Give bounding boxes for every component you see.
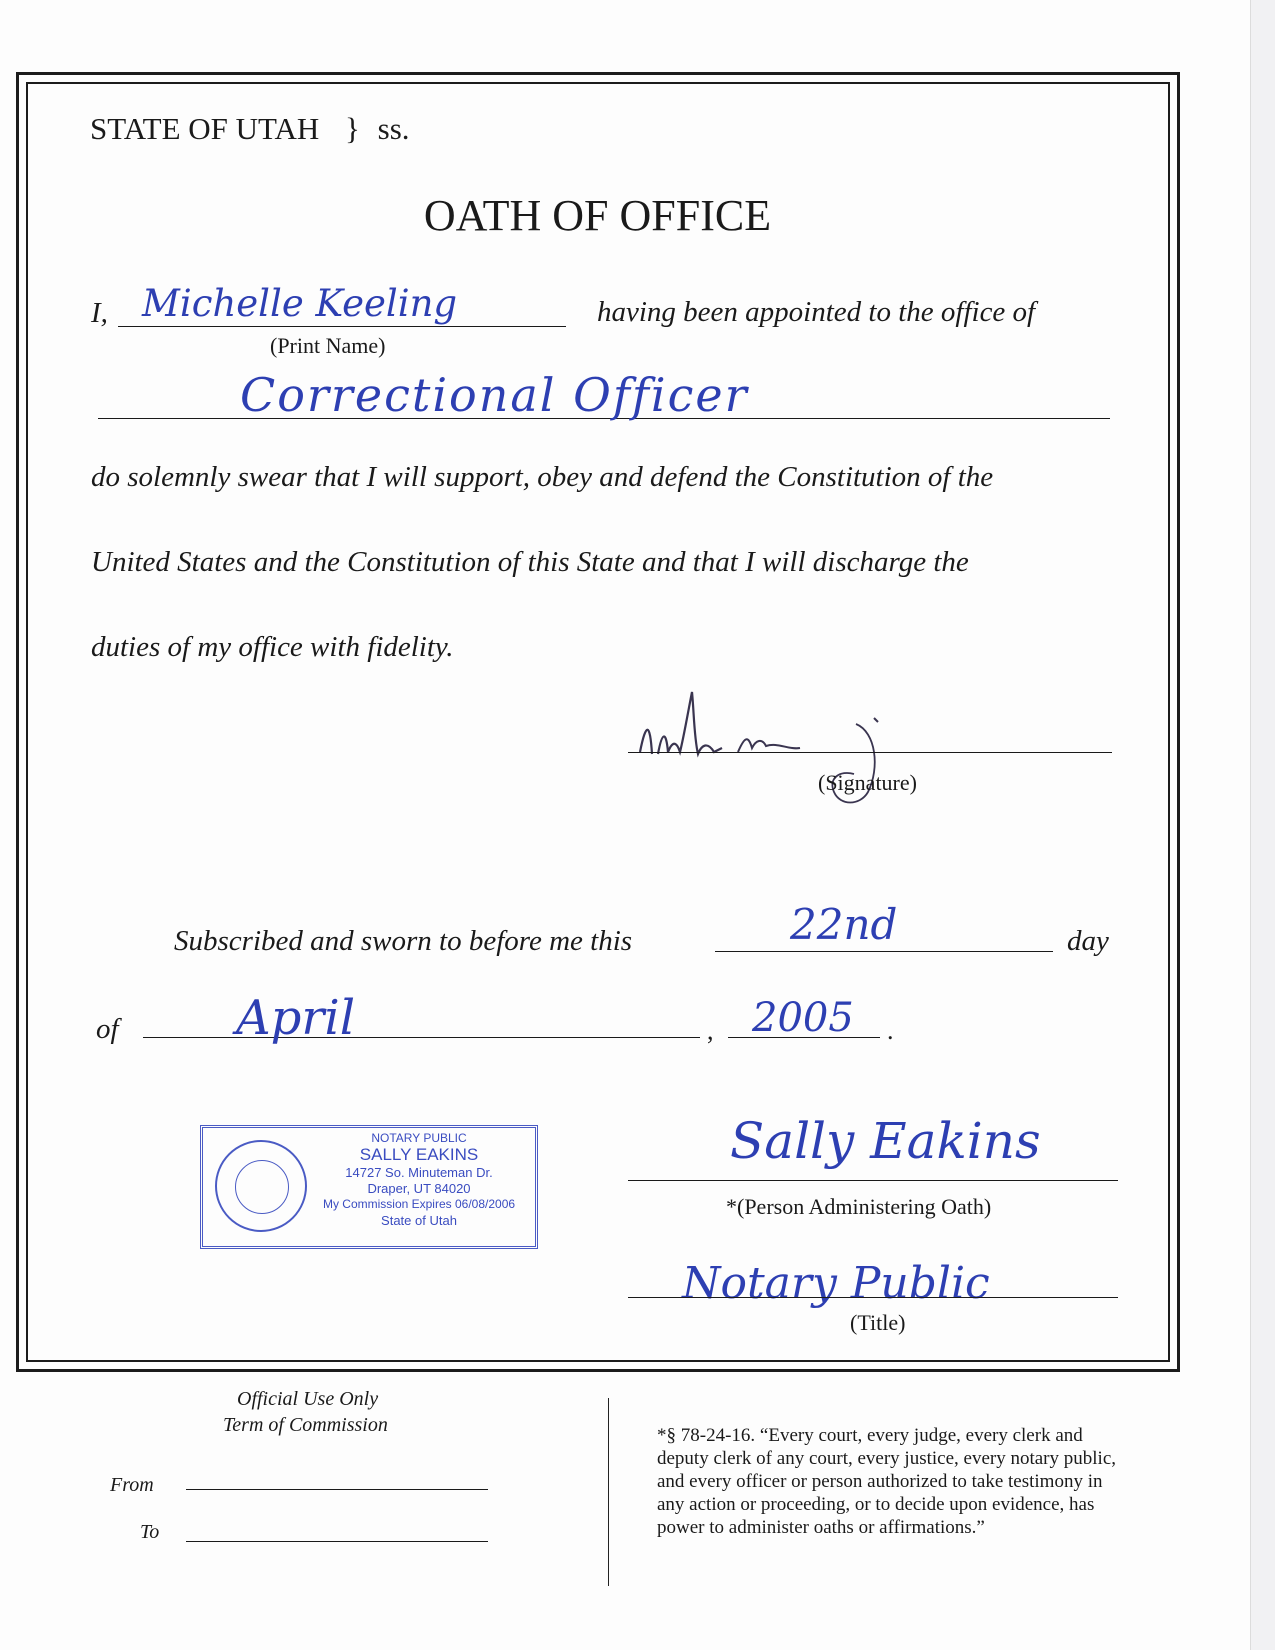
day-value: 22nd <box>790 900 898 949</box>
oath-body-line-3: duties of my office with fidelity. <box>91 631 454 663</box>
stamp-state: State of Utah <box>381 1213 457 1228</box>
day-label: day <box>1067 925 1109 957</box>
year-value: 2005 <box>752 995 854 1041</box>
office-value: Correctional Officer <box>240 368 749 422</box>
stamp-name: SALLY EAKINS <box>359 1145 479 1164</box>
of-label: of <box>96 1013 119 1045</box>
administering-caption: *(Person Administering Oath) <box>726 1194 992 1219</box>
official-use-heading: Official Use Only <box>237 1388 379 1410</box>
footnote-line-1: *§ 78-24-16. “Every court, every judge, every clerk and <box>657 1425 1083 1446</box>
state-header <box>90 111 410 147</box>
from-label: From <box>110 1474 154 1496</box>
print-name-caption: (Print Name) <box>270 333 386 358</box>
state-label: STATE OF UTAH <box>90 111 320 146</box>
title-caption: (Title) <box>850 1310 906 1335</box>
stamp-heading: NOTARY PUBLIC <box>371 1131 467 1145</box>
i-label: I, <box>91 297 108 329</box>
month-value: April <box>236 990 356 1046</box>
comma: , <box>707 1016 714 1045</box>
footnote-line-3: and every officer or person authorized to take testimony in <box>657 1471 1103 1492</box>
stamp-commission: My Commission Expires 06/08/2006 <box>322 1197 516 1211</box>
signature-line <box>628 752 1112 753</box>
statute-footnote <box>657 1424 1187 1539</box>
title-line <box>628 1297 1118 1298</box>
to-line <box>186 1541 488 1542</box>
month-line <box>143 1037 700 1038</box>
stamp-address-1: 14727 So. Minuteman Dr. <box>345 1165 493 1180</box>
name-value: Michelle Keeling <box>142 282 458 325</box>
oath-body-line-2: United States and the Constitution of this State and that I will discharge the <box>91 546 969 578</box>
notary-signature: Sally Eakins <box>730 1112 1041 1170</box>
state-seal-icon <box>215 1140 307 1232</box>
from-line <box>186 1489 488 1490</box>
ss-label: ss. <box>377 111 410 146</box>
appointed-text: having been appointed to the office of <box>597 296 1036 328</box>
name-line <box>118 326 566 327</box>
period: . <box>887 1016 894 1045</box>
term-of-commission-heading: Term of Commission <box>223 1414 388 1436</box>
day-line <box>715 951 1053 952</box>
oath-body-line-1: do solemnly swear that I will support, obey and defend the Constitution of the <box>91 461 994 493</box>
document-title: OATH OF OFFICE <box>423 191 772 240</box>
brace: } <box>345 111 360 146</box>
subscribed-text: Subscribed and sworn to before me this <box>174 925 633 957</box>
page-edge <box>1250 0 1275 1650</box>
title-value: Notary Public <box>682 1258 990 1309</box>
footnote-line-4: any action or proceeding, or to decide upon evidence, has <box>657 1494 1095 1515</box>
inner-border <box>26 82 1170 1362</box>
administering-line <box>628 1180 1118 1181</box>
notary-stamp <box>200 1125 538 1249</box>
signature-caption: (Signature) <box>818 770 917 795</box>
section-divider <box>608 1398 609 1586</box>
stamp-address-2: Draper, UT 84020 <box>367 1181 471 1196</box>
to-label: To <box>140 1521 160 1543</box>
footnote-line-2: deputy clerk of any court, every justice, every notary public, <box>657 1448 1116 1469</box>
footnote-line-5: power to administer oaths or affirmations.” <box>657 1517 985 1538</box>
